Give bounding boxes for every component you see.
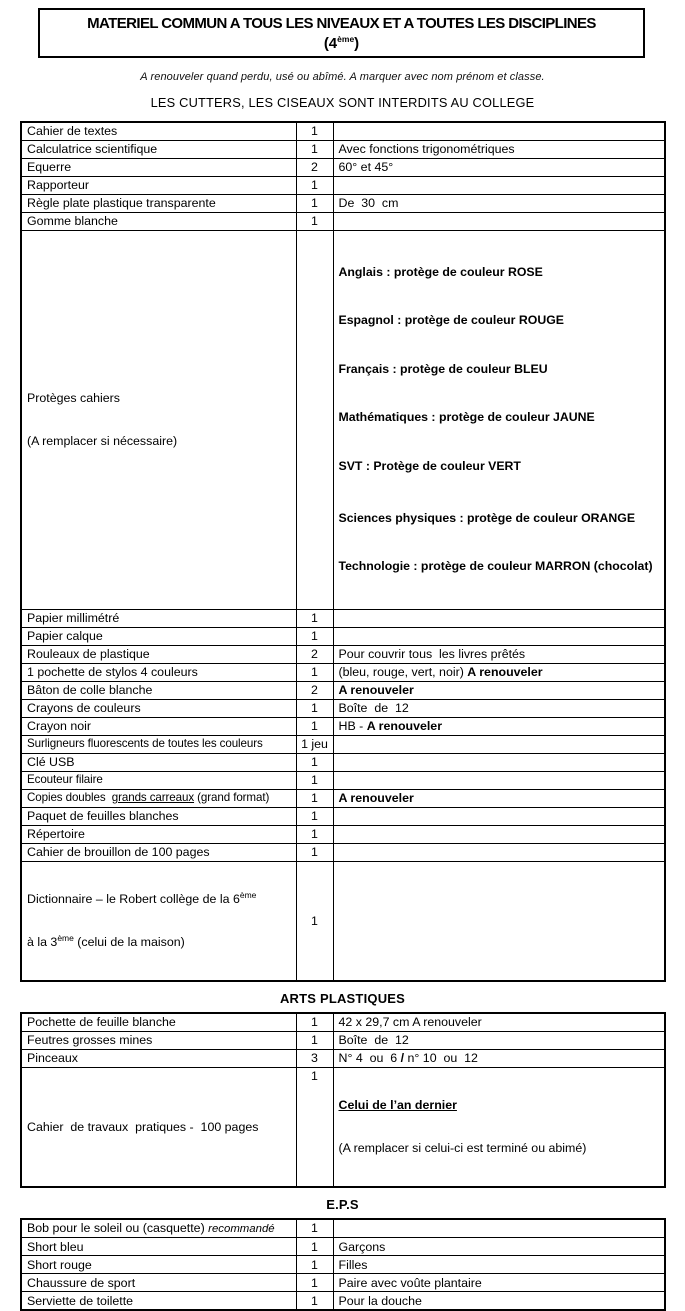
table-row (21, 843, 665, 861)
note-cell (333, 1067, 665, 1187)
note-cell: 42 x 29,7 cm A renouveler (333, 1013, 665, 1032)
qty-cell: 1 (296, 141, 333, 159)
table-row (21, 1256, 665, 1274)
bold-note: / (400, 1051, 405, 1066)
qty-cell: 1 (296, 1274, 333, 1292)
item-cell: Rapporteur (21, 177, 296, 195)
eps-table (20, 1218, 666, 1311)
table-row (21, 789, 665, 807)
superscript: ème (57, 933, 74, 944)
table-row (21, 1274, 665, 1292)
item-cell: Calculatrice scientifique (21, 141, 296, 159)
note-cell: 60° et 45° (333, 159, 665, 177)
qty-cell: 1 jeu (296, 735, 333, 753)
table-row (21, 195, 665, 213)
protege-color-line: Français : protège de couleur BLEU (338, 361, 548, 376)
item-cell: Bâton de colle blanche (21, 681, 296, 699)
note-cell: Pour couvrir tous les livres prêtés (333, 645, 665, 663)
qty-cell: 1 (296, 1256, 333, 1274)
item-cell: Crayon noir (21, 717, 296, 735)
note-cell (333, 807, 665, 825)
underlined-text: grands carreaux (111, 791, 195, 805)
table-row (21, 1219, 665, 1238)
note-cell: Boîte de 12 (333, 1031, 665, 1049)
arts-plastiques-table (20, 1012, 666, 1188)
table-row (21, 735, 665, 753)
table-row (21, 1013, 665, 1032)
table-row (21, 717, 665, 735)
table-row (21, 645, 665, 663)
note-cell: HB - A renouveler (333, 717, 665, 735)
item-line: Dictionnaire – le Robert collège de la 6ème (27, 889, 257, 906)
note-cell: Boîte de 12 (333, 699, 665, 717)
note-cell (333, 1219, 665, 1238)
qty-cell: 1 (296, 1013, 333, 1032)
qty-cell: 2 (296, 159, 333, 177)
item-cell: Chaussure de sport (21, 1274, 296, 1292)
note-cell (333, 825, 665, 843)
item-cell: 1 pochette de stylos 4 couleurs (21, 663, 296, 681)
protege-color-line: Sciences physiques : protège de couleur ORANGE (338, 511, 636, 526)
table-row (21, 681, 665, 699)
table-row (21, 1292, 665, 1311)
note-cell (333, 177, 665, 195)
qty-cell: 1 (296, 807, 333, 825)
table-row (21, 177, 665, 195)
document-title-level: (4ème) (323, 34, 360, 52)
note-cell (333, 213, 665, 231)
table-row-proteges-cahiers (21, 231, 665, 610)
qty-cell: 1 (296, 627, 333, 645)
item-cell: Short bleu (21, 1238, 296, 1256)
note-cell (333, 843, 665, 861)
qty-cell: 1 (296, 609, 333, 627)
protege-color-line: Espagnol : protège de couleur ROUGE (338, 313, 564, 328)
item-cell: Cahier de textes (21, 122, 296, 141)
qty-cell: 1 (296, 771, 333, 789)
item-cell: Rouleaux de plastique (21, 645, 296, 663)
item-cell: Crayons de couleurs (21, 699, 296, 717)
table-row (21, 771, 665, 789)
item-cell: Papier calque (21, 627, 296, 645)
item-cell: Cahier de brouillon de 100 pages (21, 843, 296, 861)
table-row (21, 1238, 665, 1256)
common-supplies-table (20, 121, 666, 982)
qty-cell: 1 (296, 861, 333, 981)
table-row (21, 753, 665, 771)
protege-color-line: Mathématiques : protège de couleur JAUNE (338, 410, 595, 425)
protege-color-line: Technologie : protège de couleur MARRON (chocolat) (338, 559, 653, 574)
item-cell: Ecouteur filaire (21, 771, 296, 789)
item-cell: Paquet de feuilles blanches (21, 807, 296, 825)
note-cell: Paire avec voûte plantaire (333, 1274, 665, 1292)
qty-cell: 1 (296, 213, 333, 231)
note-cell: De 30 cm (333, 195, 665, 213)
table-row (21, 159, 665, 177)
note-cell (333, 861, 665, 981)
note-cell: Pour la douche (333, 1292, 665, 1311)
qty-cell (296, 231, 333, 610)
document-title-box (38, 8, 645, 58)
bold-note: A renouveler (338, 791, 414, 806)
item-cell: Bob pour le soleil ou (casquette) recommandé (21, 1219, 296, 1238)
note-cell (333, 122, 665, 141)
note-cell (333, 789, 665, 807)
item-line: à la 3ème (celui de la maison) (27, 933, 185, 950)
note-cell: N° 4 ou 6 / n° 10 ou 12 (333, 1049, 665, 1067)
qty-cell: 1 (296, 753, 333, 771)
item-line: (A remplacer si nécessaire) (27, 434, 178, 449)
table-row (21, 213, 665, 231)
item-cell: Clé USB (21, 753, 296, 771)
item-cell (21, 231, 296, 610)
item-cell: Cahier de travaux pratiques - 100 pages (21, 1067, 296, 1187)
qty-cell: 2 (296, 645, 333, 663)
item-cell: Feutres grosses mines (21, 1031, 296, 1049)
item-cell: Short rouge (21, 1256, 296, 1274)
qty-cell: 1 (296, 843, 333, 861)
bold-underlined-note: Celui de l’an dernier (338, 1097, 457, 1112)
qty-cell: 1 (296, 789, 333, 807)
item-cell: Surligneurs fluorescents de toutes les couleurs (21, 735, 296, 753)
protege-color-line: Anglais : protège de couleur ROSE (338, 265, 543, 279)
table-row (21, 807, 665, 825)
qty-cell: 1 (296, 717, 333, 735)
note-cell (333, 771, 665, 789)
qty-cell: 1 (296, 1067, 333, 1187)
note-cell: Garçons (333, 1238, 665, 1256)
qty-cell: 1 (296, 122, 333, 141)
item-cell: Règle plate plastique transparente (21, 195, 296, 213)
note-cell: Filles (333, 1256, 665, 1274)
note-cell (333, 627, 665, 645)
bold-note: A renouveler (338, 683, 414, 698)
item-cell (21, 861, 296, 981)
table-row (21, 609, 665, 627)
item-line: Protèges cahiers (27, 390, 120, 405)
note-line: (A remplacer si celui-ci est terminé ou abimé) (338, 1141, 587, 1156)
item-cell: Pochette de feuille blanche (21, 1013, 296, 1032)
qty-cell: 2 (296, 681, 333, 699)
protege-color-line: SVT : Protège de couleur VERT (338, 458, 521, 473)
table-row (21, 1049, 665, 1067)
note-cell (333, 681, 665, 699)
qty-cell: 1 (296, 699, 333, 717)
item-cell: Copies doubles grands carreaux (grand format) (21, 789, 296, 807)
italic-text: recommandé (208, 1222, 275, 1235)
item-cell: Serviette de toilette (21, 1292, 296, 1311)
item-cell: Pinceaux (21, 1049, 296, 1067)
qty-cell: 1 (296, 1219, 333, 1238)
note-cell (333, 735, 665, 753)
table-row (21, 699, 665, 717)
warning-line: LES CUTTERS, LES CISEAUX SONT INTERDITS AU COLLEGE (150, 95, 535, 110)
document-title: MATERIEL COMMUN A TOUS LES NIVEAUX ET A TOUTES LES DISCIPLINES (87, 15, 596, 32)
bold-note: A renouveler (467, 665, 543, 680)
table-row (21, 122, 665, 141)
qty-cell: 1 (296, 1238, 333, 1256)
qty-cell: 3 (296, 1049, 333, 1067)
section-heading-arts: ARTS PLASTIQUES (279, 990, 406, 1006)
qty-cell: 1 (296, 1292, 333, 1311)
subtitle-note: A renouveler quand perdu, usé ou abîmé. A marquer avec nom prénom et classe. (140, 71, 545, 83)
item-cell: Gomme blanche (21, 213, 296, 231)
table-row-cahier-travaux (21, 1067, 665, 1187)
note-cell (333, 609, 665, 627)
note-cell: (bleu, rouge, vert, noir) A renouveler (333, 663, 665, 681)
note-cell (333, 231, 665, 610)
item-cell: Papier millimétré (21, 609, 296, 627)
qty-cell: 1 (296, 825, 333, 843)
table-row (21, 141, 665, 159)
qty-cell: 1 (296, 1031, 333, 1049)
qty-cell: 1 (296, 663, 333, 681)
item-cell: Répertoire (21, 825, 296, 843)
section-heading-eps: E.P.S (326, 1196, 359, 1212)
table-row (21, 825, 665, 843)
table-row-dictionnaire (21, 861, 665, 981)
table-row (21, 663, 665, 681)
note-cell: Avec fonctions trigonométriques (333, 141, 665, 159)
qty-cell: 1 (296, 177, 333, 195)
superscript: ème (239, 889, 257, 900)
note-cell (333, 753, 665, 771)
table-row (21, 627, 665, 645)
qty-cell: 1 (296, 195, 333, 213)
bold-note: A renouveler (366, 719, 443, 734)
document-page (0, 8, 685, 1308)
table-row (21, 1031, 665, 1049)
item-cell: Equerre (21, 159, 296, 177)
superscript: ème (337, 34, 355, 44)
